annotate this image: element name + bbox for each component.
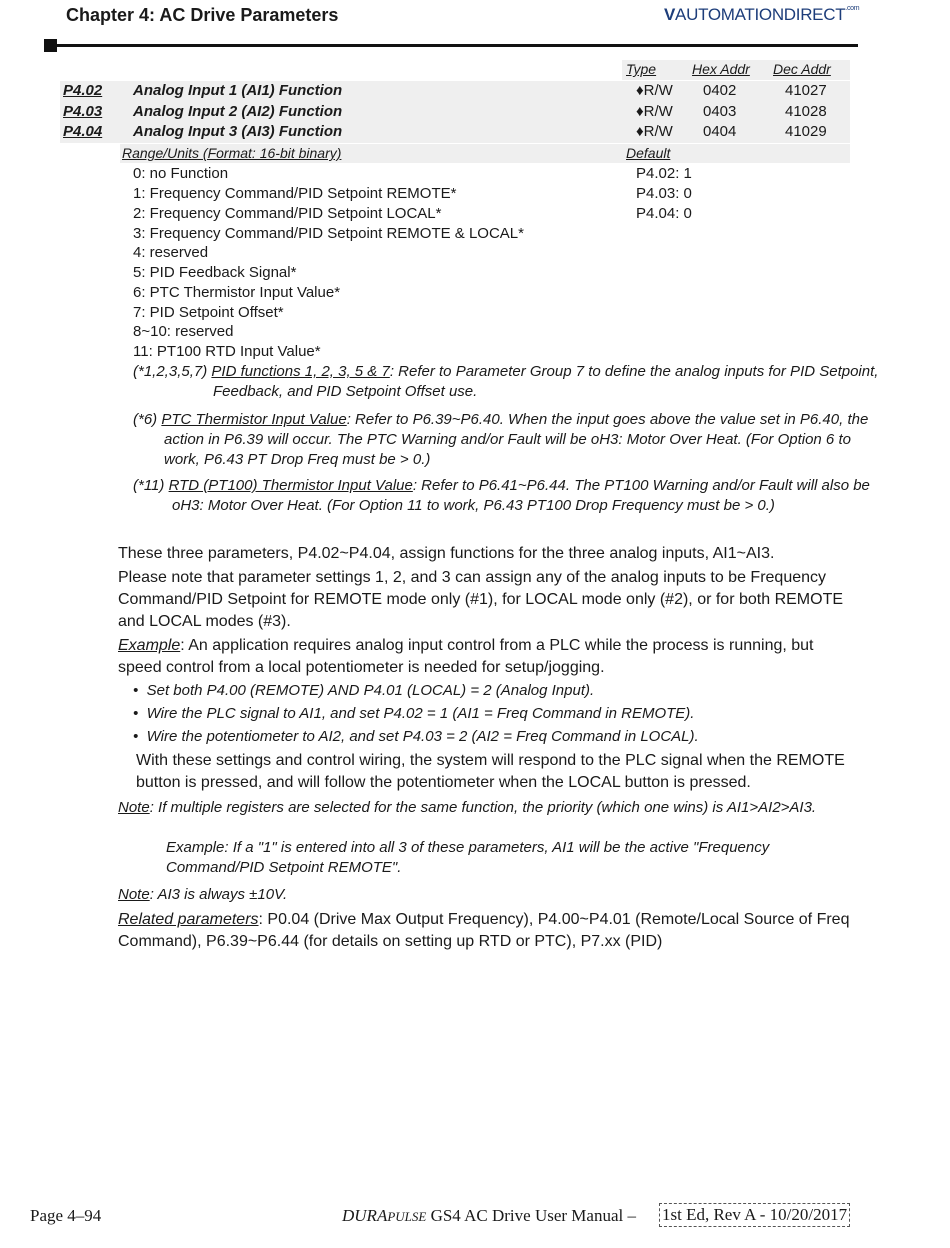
range-option: 2: Frequency Command/PID Setpoint LOCAL* [133,205,442,222]
bullet-item: • Wire the PLC signal to AI1, and set P4.02 = 1 (AI1 = Freq Command in REMOTE). [133,705,695,722]
range-option: 4: reserved [133,244,209,261]
range-option: 5: PID Feedback Signal* [133,264,297,281]
param-code: P4.04 [63,123,103,140]
default-value: P4.03: 0 [636,185,692,202]
col-type-header: Type [626,61,657,77]
brand-logo [664,5,859,25]
param-type: ♦R/W [636,123,673,140]
footnote-ptc: (*6) PTC Thermistor Input Value: Refer to P6.39~P6.40. When the input goes above the value set in P6.40, the action in P6.39 will occur. The PTC Warning and/or Fault will be oH3: Motor Over Heat. (For Option 6 to work, P6.43 PT Drop Freq must be > 0.) [133,411,869,468]
param-dec: 41028 [785,103,827,120]
param-hex: 0404 [703,123,737,140]
default-value: P4.02: 1 [636,165,692,182]
col-hex-header: Hex Addr [692,61,750,77]
brand-suffix: .com [845,5,860,12]
range-option: 3: Frequency Command/PID Setpoint REMOTE & LOCAL* [133,225,524,242]
param-name: Analog Input 2 (AI2) Function [133,103,343,120]
param-hex: 0403 [703,103,737,120]
param-name: Analog Input 3 (AI3) Function [133,123,343,140]
manual-title: DURAPULSE GS4 AC Drive User Manual – [342,1206,636,1225]
range-option: 6: PTC Thermistor Input Value* [133,284,341,301]
col-dec-header: Dec Addr [773,61,831,77]
bullet-icon: • [133,728,147,745]
note-paragraph: Please note that parameter settings 1, 2, and 3 can assign any of the analog inputs to be Frequency Command/PID Setpoint for REMOTE mode only (#1), for LOCAL mode only (#2), or for both REMOTE and LOCAL modes (#3). [118,569,844,630]
default-value: P4.04: 0 [636,205,692,222]
page-number: Page 4–94 [30,1206,102,1225]
footnote-rtd: (*11) RTD (PT100) Thermistor Input Value: Refer to P6.41~P6.44. The PT100 Warning and/or Fault will also be oH3: Motor Over Heat. (For Option 11 to work, P6.43 PT100 Drop Frequency must be > 0.) [133,477,870,514]
range-option: 8~10: reserved [133,323,234,340]
param-dec: 41029 [785,123,827,140]
intro-paragraph: These three parameters, P4.02~P4.04, assign functions for the three analog inputs, AI1~AI3. [118,545,775,562]
param-type: ♦R/W [636,82,673,99]
header-rule [56,44,858,47]
range-units-label: Range/Units (Format: 16-bit binary) [122,145,342,161]
param-code: P4.03 [63,103,103,120]
bullet-item: • Set both P4.00 (REMOTE) AND P4.01 (LOCAL) = 2 (Analog Input). [133,682,595,699]
param-code: P4.02 [63,82,103,99]
param-type: ♦R/W [636,103,673,120]
priority-example: Example: If a "1" is entered into all 3 of these parameters, AI1 will be the active "Frequency Command/PID Setpoint REMOTE". [166,839,770,876]
wiring-summary: With these settings and control wiring, the system will respond to the PLC signal when the REMOTE button is pressed, and will follow the potentiometer when the LOCAL button is pressed. [136,752,845,791]
footnote-pid: (*1,2,3,5,7) PID functions 1, 2, 3, 5 & 7: Refer to Parameter Group 7 to define the analog inputs for PID Setpoint, Feedback, and PID Setpoint Offset use. [133,363,879,400]
range-option: 1: Frequency Command/PID Setpoint REMOTE* [133,185,457,202]
default-label: Default [626,145,671,161]
revision-badge: 1st Ed, Rev A - 10/20/2017 [659,1203,850,1227]
example-paragraph: Example: An application requires analog input control from a PLC while the process is running, but speed control from a local potentiometer is needed for setup/jogging. [118,637,814,676]
range-option: 7: PID Setpoint Offset* [133,304,284,321]
param-dec: 41027 [785,82,827,99]
brand-v-icon: V [664,5,676,24]
param-hex: 0402 [703,82,737,99]
param-name: Analog Input 1 (AI1) Function [133,82,343,99]
ai3-note: Note: AI3 is always ±10V. [118,886,288,903]
bullet-icon: • [133,682,147,699]
bullet-item: • Wire the potentiometer to AI2, and set P4.03 = 2 (AI2 = Freq Command in LOCAL). [133,728,699,745]
range-option: 11: PT100 RTD Input Value* [133,343,321,360]
chapter-title: Chapter 4: AC Drive Parameters [66,5,339,25]
bullet-icon: • [133,705,147,722]
priority-note: Note: If multiple registers are selected for the same function, the priority (which one wins) is AI1>AI2>AI3. [118,799,817,816]
related-parameters: Related parameters: P0.04 (Drive Max Output Frequency), P4.00~P4.01 (Remote/Local Source of Freq Command), P6.39~P6.44 (for details on setting up RTD or PTC), P7.xx (PID) [118,911,850,950]
brand-name: AUTOMATIONDIRECT [675,5,846,24]
range-option: 0: no Function [133,165,229,182]
